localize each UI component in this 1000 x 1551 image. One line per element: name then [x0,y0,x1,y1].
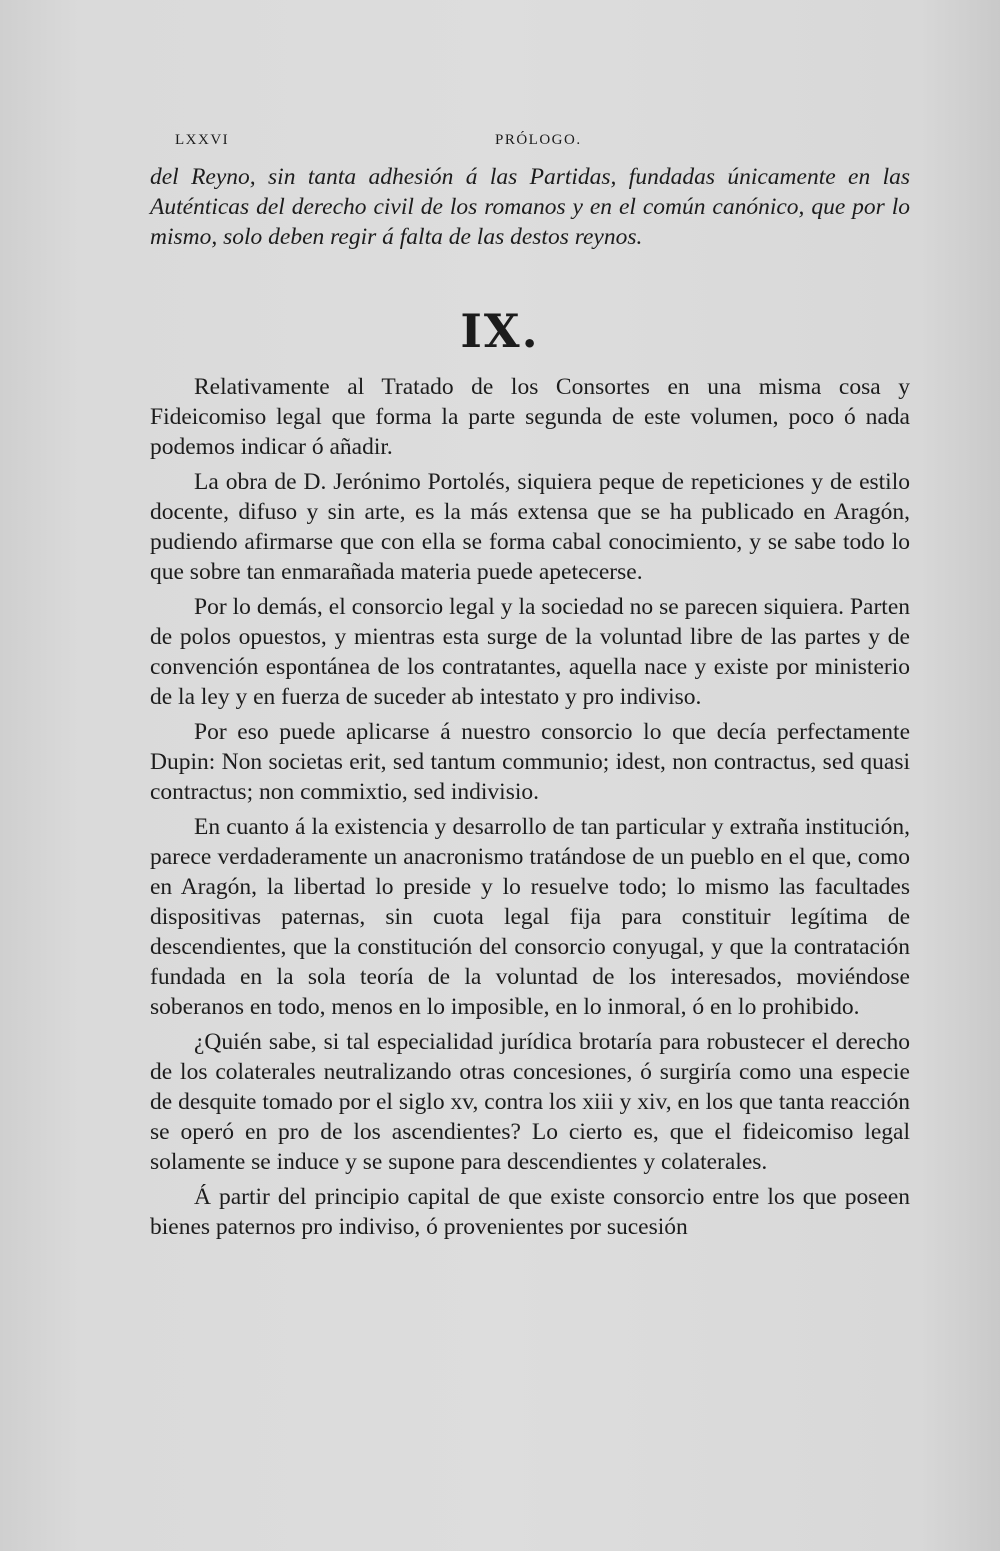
page-header [175,132,915,156]
running-head: PRÓLOGO. [495,132,582,148]
paragraph: Relativamente al Tratado de los Consortes en una misma cosa y Fideicomiso legal que forma la parte segunda de este volumen, poco ó nada podemos indicar ó añadir. [150,374,910,460]
paragraph: En cuanto á la existencia y desarrollo de tan particular y extraña institución, parece verdaderamente un anacronismo tratándose de un pueblo en el que, como en Aragón, la libertad lo preside y lo resuelve todo; lo mismo las facultades dispositivas paternas, sin cuota legal fija para constituir legítima de descendientes, que la constitución del consorcio conyugal, y que la contratación fundada en la sola teoría de la voluntad de los interesados, moviéndose soberanos en todo, menos en lo imposible, en lo inmoral, ó en lo prohibido. [150,814,910,1020]
page-number: LXXVI [175,132,230,148]
paragraph: Á partir del principio capital de que existe consorcio entre los que poseen bienes paternos pro indiviso, ó provenientes por sucesión [150,1184,910,1240]
paragraph: Por lo demás, el consorcio legal y la sociedad no se parecen siquiera. Parten de polos opuestos, y mientras esta surge de la voluntad libre de las partes y de convención espontánea de los contratantes, aquella nace y existe por ministerio de la ley y en fuerza de suceder ab intestato y pro indiviso. [150,594,910,710]
section-body [150,372,910,1247]
paragraph: ¿Quién sabe, si tal especialidad jurídica brotaría para robustecer el derecho de los colaterales neutralizando otras concesiones, ó surgiría como una especie de desquite tomado por el siglo xv, contra los xiii y xiv, en los que tanta reacción se operó en pro de los ascendientes? Lo cierto es, que el fideicomiso legal solamente se induce y se supone para descendientes y colaterales. [150,1029,910,1175]
paragraph: La obra de D. Jerónimo Portolés, siquiera peque de repeticiones y de estilo docente, difuso y sin arte, es la más extensa que se ha publicado en Aragón, pudiendo afirmarse que con ella se forma cabal conocimiento, y se sabe todo lo que sobre tan enmarañada materia puede apetecerse. [150,469,910,585]
paragraph: Por eso puede aplicarse á nuestro consorcio lo que decía perfectamente Dupin: Non societas erit, sed tantum communio; idest, non contractus, sed quasi contractus; non commixtio, sed indivisio. [150,719,910,805]
section-title: IX. [460,304,540,358]
intro-paragraph: del Reyno, sin tanta adhesión á las Partidas, fundadas únicamente en las Auténticas del derecho civil de los romanos y en el común canónico, que por lo mismo, solo deben regir á falta de las destos reynos. [150,164,910,250]
